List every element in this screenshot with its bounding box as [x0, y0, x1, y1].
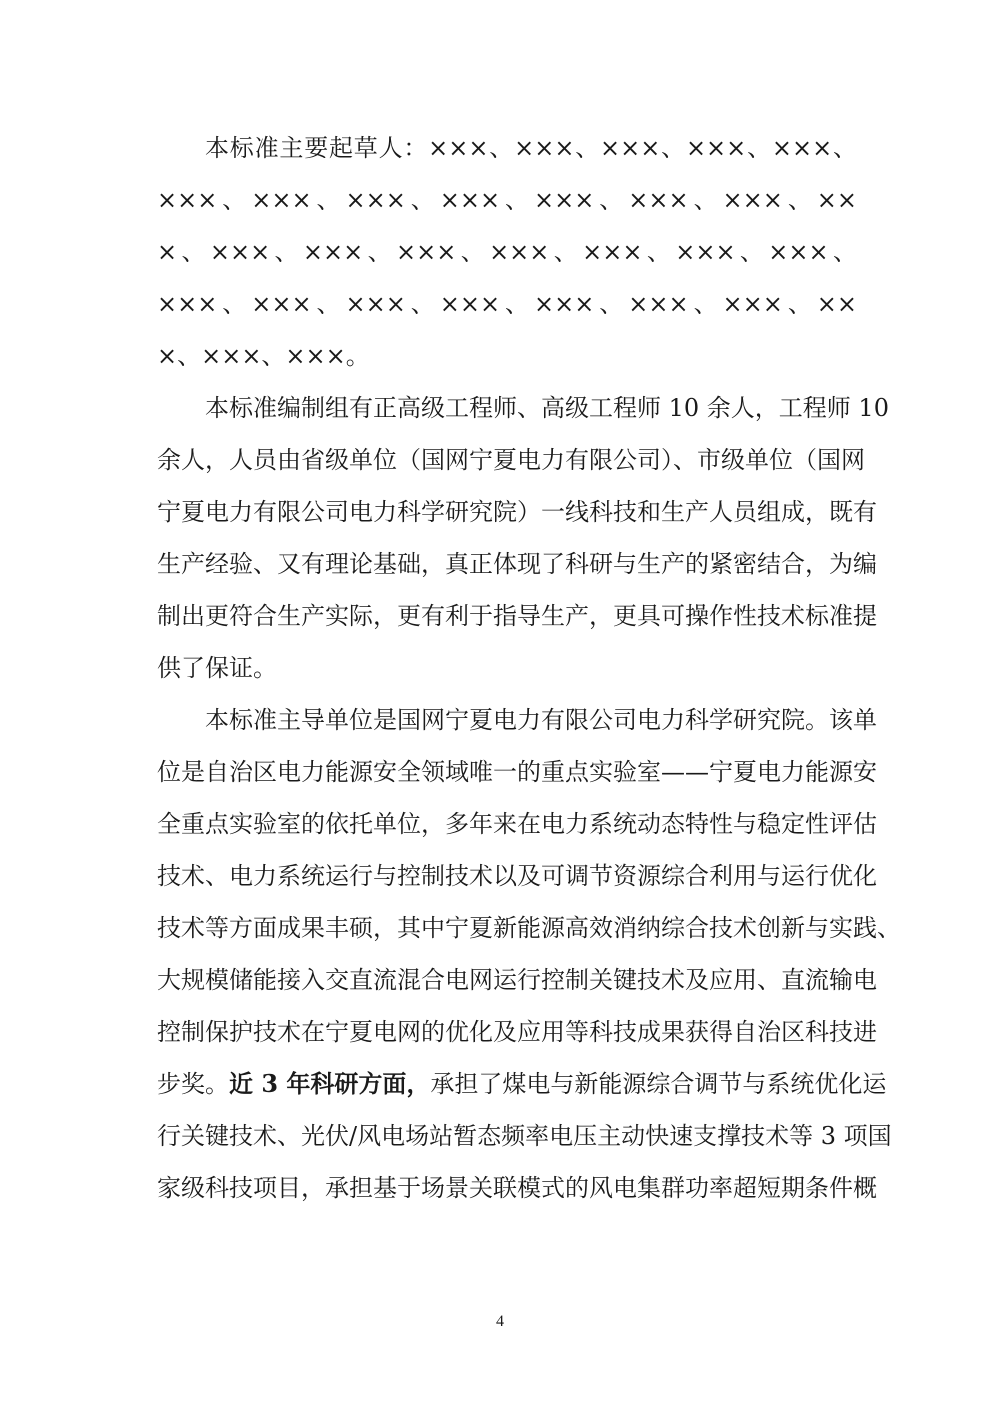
- page-number: 4: [496, 1313, 504, 1330]
- paragraph-1-line-1: 本标准主要起草人：×××、×××、×××、×××、×××、: [205, 134, 857, 162]
- paragraph-3-line-8: [157, 1064, 887, 1104]
- paragraph-3-line-3: 全重点实验室的依托单位，多年来在电力系统动态特性与稳定性评估: [157, 810, 877, 838]
- paragraph-2-line-1: 本标准编制组有正高级工程师、高级工程师 10 余人，工程师 10: [205, 394, 889, 422]
- paragraph-3-line-9: 行关键技术、光伏/风电场站暂态频率电压主动快速支撑技术等 3 项国: [157, 1122, 892, 1150]
- paragraph-1-line-5: ×、×××、×××。: [157, 342, 370, 370]
- paragraph-3-line-1: 本标准主导单位是国网宁夏电力有限公司电力科学研究院。该单: [205, 706, 877, 734]
- paragraph-2-line-6: 供了保证。: [157, 654, 277, 682]
- paragraph-2-line-3: 宁夏电力有限公司电力科学研究院）一线科技和生产人员组成，既有: [157, 498, 877, 526]
- paragraph-3-line-6: 大规模储能接入交直流混合电网运行控制关键技术及应用、直流输电: [157, 966, 877, 994]
- paragraph-2-line-4: 生产经验、又有理论基础，真正体现了科研与生产的紧密结合，为编: [157, 550, 877, 578]
- paragraph-1-line-4: ×××、×××、×××、×××、×××、×××、×××、××: [157, 290, 857, 318]
- paragraph-1-line-2: ×××、×××、×××、×××、×××、×××、×××、××: [157, 186, 857, 214]
- paragraph-3-line-5: 技术等方面成果丰硕，其中宁夏新能源高效消纳综合技术创新与实践、: [157, 914, 901, 942]
- paragraph-3-line-10: 家级科技项目，承担基于场景关联模式的风电集群功率超短期条件概: [157, 1174, 877, 1202]
- line-text-after-bold: 承担了煤电与新能源综合调节与系统优化运: [430, 1070, 887, 1098]
- paragraph-3-line-7: 控制保护技术在宁夏电网的优化及应用等科技成果获得自治区科技进: [157, 1018, 877, 1046]
- paragraph-3-line-2: 位是自治区电力能源安全领域唯一的重点实验室——宁夏电力能源安: [157, 758, 877, 786]
- paragraph-3-line-4: 技术、电力系统运行与控制技术以及可调节资源综合利用与运行优化: [157, 862, 877, 890]
- line-text-before-bold: 步奖。: [157, 1070, 229, 1098]
- bold-phrase: 近 3 年科研方面，: [229, 1069, 431, 1098]
- paragraph-2-line-2: 余人，人员由省级单位（国网宁夏电力有限公司）、市级单位（国网: [157, 446, 865, 474]
- paragraph-1-line-3: ×、×××、×××、×××、×××、×××、×××、×××、: [157, 238, 857, 266]
- paragraph-2-line-5: 制出更符合生产实际，更有利于指导生产，更具可操作性技术标准提: [157, 602, 877, 630]
